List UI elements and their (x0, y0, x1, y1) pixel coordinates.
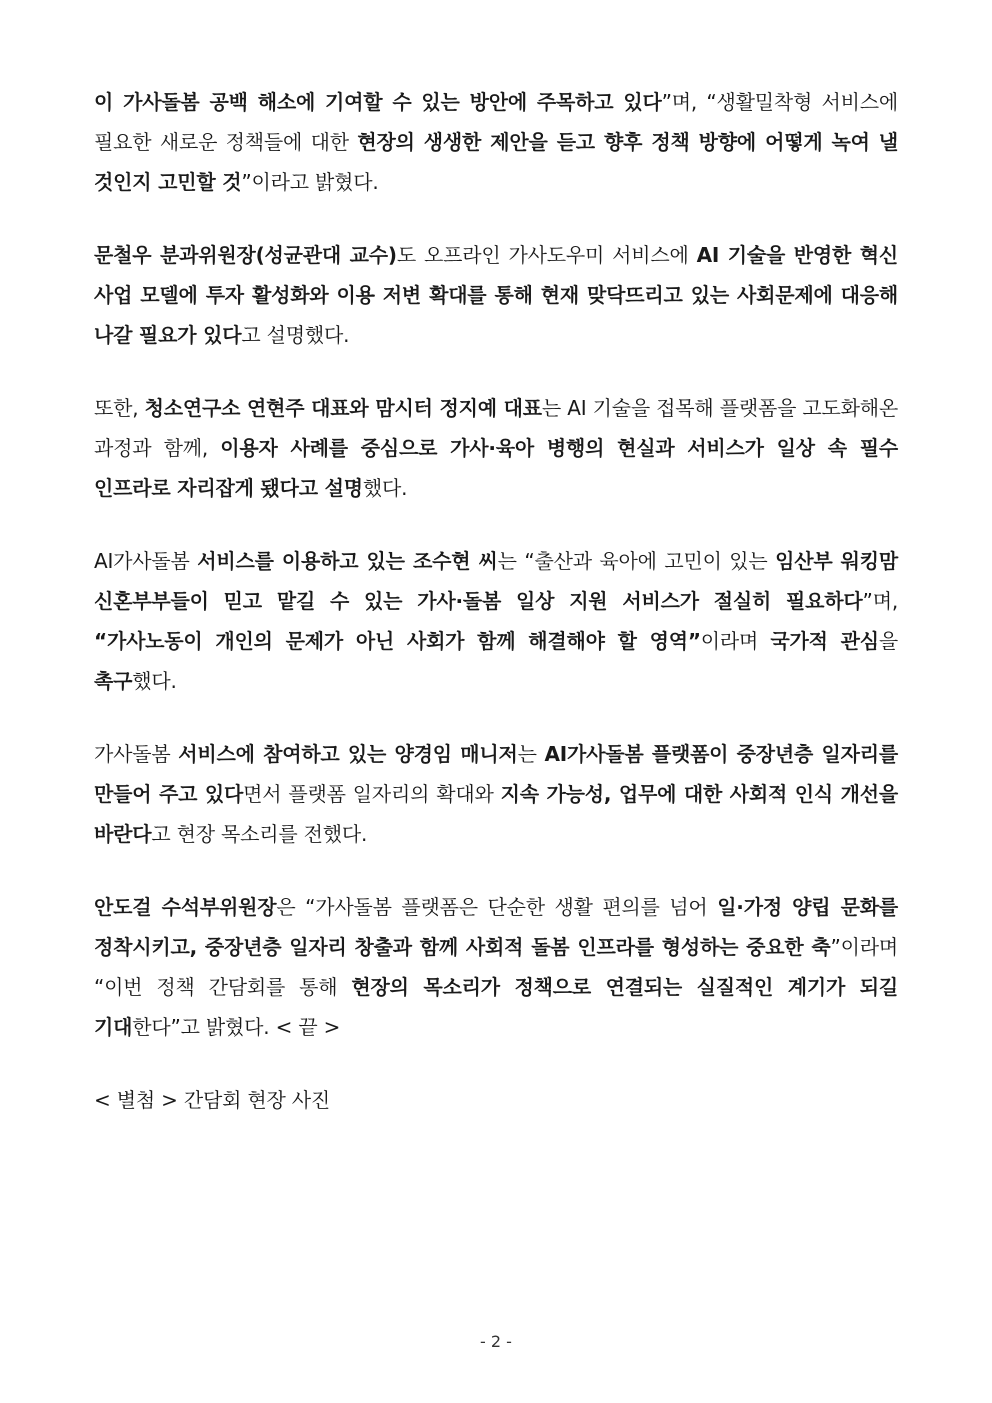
paragraph (94, 541, 898, 701)
text-segment: ”이라고 밝혔다. (241, 170, 379, 194)
paragraph (94, 235, 898, 355)
bold-text-segment: 서비스를 이용하고 있는 조수현 씨 (197, 549, 498, 573)
text-segment: 면서 플랫폼 일자리의 확대와 (243, 782, 501, 806)
bold-text-segment: 이용자 사례를 중심으로 가사·육아 병행의 현실과 서비스가 일상 속 필수 인프라로 자리잡게 됐다고 설명 (94, 436, 898, 500)
text-segment: 을 (878, 629, 898, 653)
text-segment: ”이라며 “이번 정책 간담회를 통해 (94, 935, 898, 999)
bold-text-segment: AI 기술을 반영한 혁신 사업 모델에 투자 활성화와 이용 저변 확대를 통해 현재 맞닥뜨리고 있는 사회문제에 대응해 나갈 필요가 있다 (94, 243, 898, 347)
text-segment: 가사돌봄 (94, 742, 179, 766)
text-segment: ”며, (862, 589, 898, 613)
bold-text-segment: 임산부 워킹맘 신혼부부들이 믿고 맡길 수 있는 가사·돌봄 일상 지원 서비스가 절실히 필요하다 (94, 549, 898, 613)
bold-text-segment: “가사노동이 개인의 문제가 아닌 사회가 함께 해결해야 할 영역” (94, 629, 701, 653)
bold-text-segment: 문철우 분과위원장(성균관대 교수) (94, 243, 397, 267)
bold-text-segment: 국가적 관심 (770, 629, 879, 653)
text-segment: 고 설명했다. (241, 323, 350, 347)
paragraph (94, 388, 898, 508)
bold-text-segment: AI가사돌봄 플랫폼이 중장년층 일자리를 만들어 주고 있다 (94, 742, 898, 806)
text-segment: 했다. (362, 476, 408, 500)
text-segment: 는 AI 기술을 접목해 플랫폼을 고도화해온 과정과 함께, (94, 396, 898, 460)
bold-text-segment: 청소연구소 연현주 대표와 맘시터 정지예 대표 (144, 396, 542, 420)
paragraph (94, 887, 898, 1047)
text-segment: 이라며 (700, 629, 771, 653)
text-segment: 는 (517, 742, 545, 766)
text-segment: 한다”고 밝혔다. < 끝 > (132, 1015, 341, 1039)
text-segment: 도 오프라인 가사도우미 서비스에 (396, 243, 697, 267)
bold-text-segment: 현장의 목소리가 정책으로 연결되는 실질적인 계기가 되길 기대 (94, 975, 898, 1039)
page-number: - 2 - (480, 1332, 512, 1351)
text-segment: 은 “가사돌봄 플랫폼은 단순한 생활 편의를 넘어 (276, 895, 718, 919)
bold-text-segment: 안도걸 수석부위원장 (94, 895, 277, 919)
paragraph (94, 82, 898, 202)
paragraph-list (94, 82, 898, 1047)
bold-text-segment: 촉구 (94, 669, 133, 693)
text-segment: ”며, “생활밀착형 서비스에 필요한 새로운 정책들에 대한 (94, 90, 898, 154)
text-segment: 고 현장 목소리를 전했다. (151, 822, 368, 846)
bold-text-segment: 현장의 생생한 제안을 듣고 향후 정책 방향에 어떻게 녹여 낼 것인지 고민할 것 (94, 130, 898, 194)
bold-text-segment: 일·가정 양립 문화를 정착시키고, 중장년층 일자리 창출과 함께 사회적 돌봄 인프라를 형성하는 중요한 축 (94, 895, 899, 959)
bold-text-segment: 서비스에 참여하고 있는 양경임 매니저 (178, 742, 518, 766)
text-segment: 했다. (132, 669, 177, 693)
document-body (94, 82, 898, 1120)
text-segment: 또한, (94, 396, 145, 420)
paragraph (94, 734, 898, 854)
text-segment: 는 “출산과 육아에 고민이 있는 (497, 549, 776, 573)
attachment-note: < 별첨 > 간담회 현장 사진 (94, 1088, 330, 1112)
bold-text-segment: 지속 가능성, 업무에 대한 사회적 인식 개선을 바란다 (94, 782, 898, 846)
bold-text-segment: 이 가사돌봄 공백 해소에 기여할 수 있는 방안에 주목하고 있다 (94, 90, 662, 114)
text-segment: AI가사돌봄 (94, 549, 198, 573)
